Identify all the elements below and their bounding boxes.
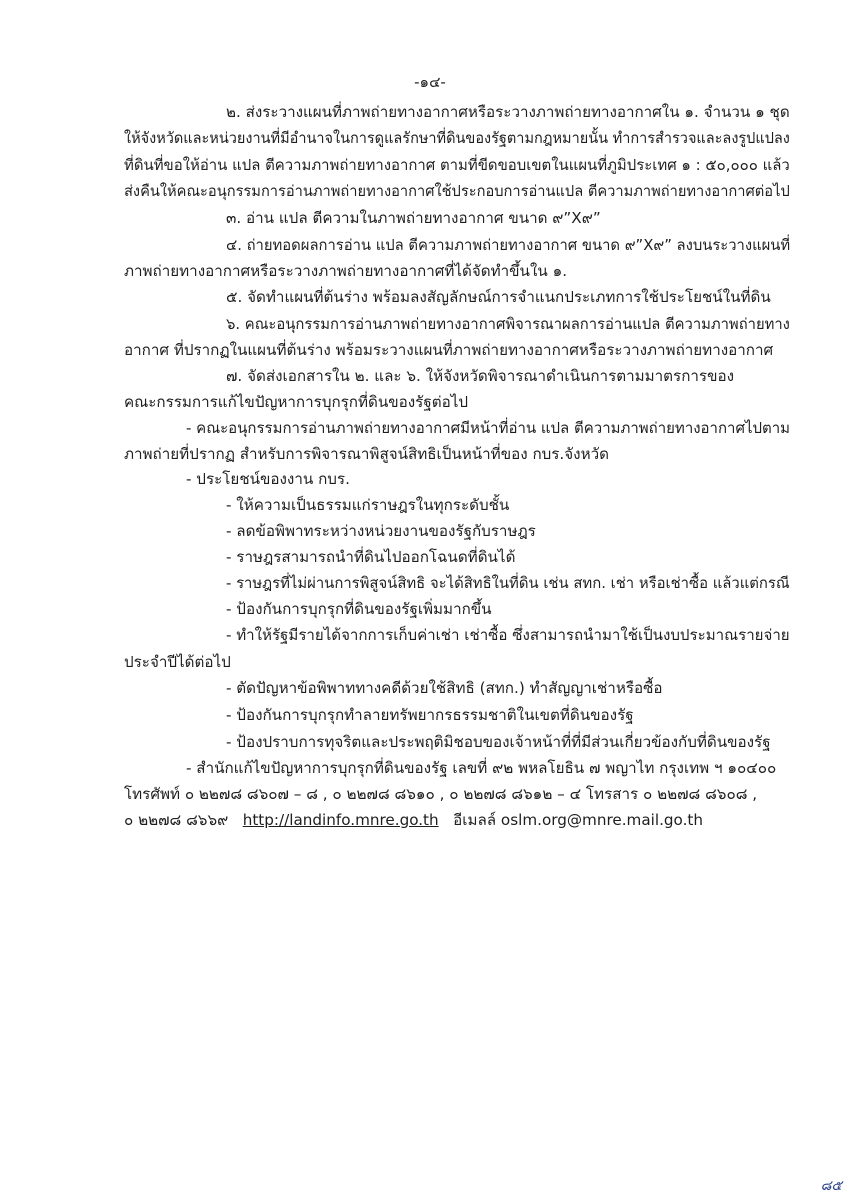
benefit-item: - ราษฎรที่ไม่ผ่านการพิสูจน์สิทธิ จะได้สิทธิในที่ดิน เช่น สทก. เช่า หรือเช่าซื้อ แล้วแต่กรณี [226,574,790,592]
page-number: -๑๔- [414,73,446,91]
item2-line1: ๒. ส่งระวางแผนที่ภาพถ่ายทางอากาศหรือระวางภาพถ่ายทางอากาศใน ๑. จำนวน ๑ ชุด [226,103,790,121]
office-address: - สำนักแก้ไขปัญหาการบุกรุกที่ดินของรัฐ เลขที่ ๙๒ พหลโยธิน ๗ พญาไท กรุงเทพ ฯ ๑๐๔๐๐ [186,759,777,777]
item2-line4: ส่งคืนให้คณะอนุกรรมการอ่านภาพถ่ายทางอากาศใช้ประกอบการอ่านแปล ตีความภาพถ่ายทางอากาศต่อไป [124,182,790,200]
office-contact-line [124,808,703,832]
item5-line1: ๕. จัดทำแผนที่ต้นร่าง พร้อมลงสัญลักษณ์การจำแนกประเภทการใช้ประโยชน์ในที่ดิน [226,288,771,306]
item7-line2: คณะกรรมการแก้ไขปัญหาการบุกรุกที่ดินของรัฐต่อไป [124,393,468,411]
note1-line1: - คณะอนุกรรมการอ่านภาพถ่ายทางอากาศมีหน้าที่อ่าน แปล ตีความภาพถ่ายทางอากาศไปตาม [186,419,791,437]
benefit-item: - ป้องกันการบุกรุกที่ดินของรัฐเพิ่มมากขึ้น [226,600,492,618]
benefit-item: - ทำให้รัฐมีรายได้จากการเก็บค่าเช่า เช่าซื้อ ซึ่งสามารถนำมาใช้เป็นงบประมาณรายจ่าย [226,626,790,644]
benefit-item: - ให้ความเป็นธรรมแก่ราษฎรในทุกระดับชั้น [226,496,510,514]
benefit-item: - ป้องปราบการทุจริตและประพฤติมิชอบของเจ้าหน้าที่ที่มีส่วนเกี่ยวข้องกับที่ดินของรัฐ [226,733,771,751]
item3-line1: ๓. อ่าน แปล ตีความในภาพถ่ายทางอากาศ ขนาด ๙”X๙” [226,209,601,227]
email-label: อีเมลล์ [453,811,497,829]
benefit-item-continuation: ประจำปีได้ต่อไป [124,653,231,671]
benefit-item: - ลดข้อพิพาทระหว่างหน่วยงานของรัฐกับราษฎร [226,522,536,540]
benefit-item: - ตัดปัญหาข้อพิพาททางคดีด้วยใช้สิทธิ (สทก.) ทำสัญญาเช่าหรือซื้อ [226,679,663,697]
note1-line2: ภาพถ่ายที่ปรากฏ สำหรับการพิจารณาพิสูจน์สิทธิเป็นหน้าที่ของ กบร.จังหวัด [124,445,609,463]
office-phone-extra: ๐ ๒๒๗๘ ๘๖๖๙ [124,811,229,829]
item4-line2: ภาพถ่ายทางอากาศหรือระวางภาพถ่ายทางอากาศที่ได้จัดทำขึ้นใน ๑. [124,262,568,280]
item2-line2: ให้จังหวัดและหน่วยงานที่มีอำนาจในการดูแลรักษาที่ดินของรัฐตามกฎหมายนั้น ทำการสำรวจและลงรูปแปลง [124,129,790,147]
email-address[interactable]: oslm.org@mnre.mail.go.th [500,811,703,829]
item6-line1: ๖. คณะอนุกรรมการอ่านภาพถ่ายทางอากาศพิจารณาผลการอ่านแปล ตีความภาพถ่ายทาง [226,315,790,333]
benefits-heading: - ประโยชน์ของงาน กบร. [186,470,350,488]
benefit-item: - ราษฎรสามารถนำที่ดินไปออกโฉนดที่ดินได้ [226,548,516,566]
item4-line1: ๔. ถ่ายทอดผลการอ่าน แปล ตีความภาพถ่ายทางอากาศ ขนาด ๙”X๙” ลงบนระวางแผนที่ [226,236,791,254]
item2-line3: ที่ดินที่ขอให้อ่าน แปล ตีความภาพถ่ายทางอากาศ ตามที่ขีดขอบเขตในแผนที่ภูมิประเทศ ๑ : ๕๐,๐๐๐ แล้ว [124,156,790,174]
benefit-item: - ป้องกันการบุกรุกทำลายทรัพยากรธรรมชาติในเขตที่ดินของรัฐ [226,706,634,724]
handwritten-initials: ๘๕ [820,1178,842,1194]
office-phones: โทรศัพท์ ๐ ๒๒๗๘ ๘๖๐๗ – ๘ , ๐ ๒๒๗๘ ๘๖๑๐ , ๐ ๒๒๗๘ ๘๖๑๒ – ๔ โทรสาร ๐ ๒๒๗๘ ๘๖๐๘ , [124,785,758,803]
website-link[interactable]: http://landinfo.mnre.go.th [242,811,439,829]
item7-line1: ๗. จัดส่งเอกสารใน ๒. และ ๖. ให้จังหวัดพิจารณาดำเนินการตามมาตรการของ [226,367,735,385]
item6-line2: อากาศ ที่ปรากฏในแผนที่ต้นร่าง พร้อมระวางแผนที่ภาพถ่ายทางอากาศหรือระวางภาพถ่ายทางอากาศ [124,341,774,359]
